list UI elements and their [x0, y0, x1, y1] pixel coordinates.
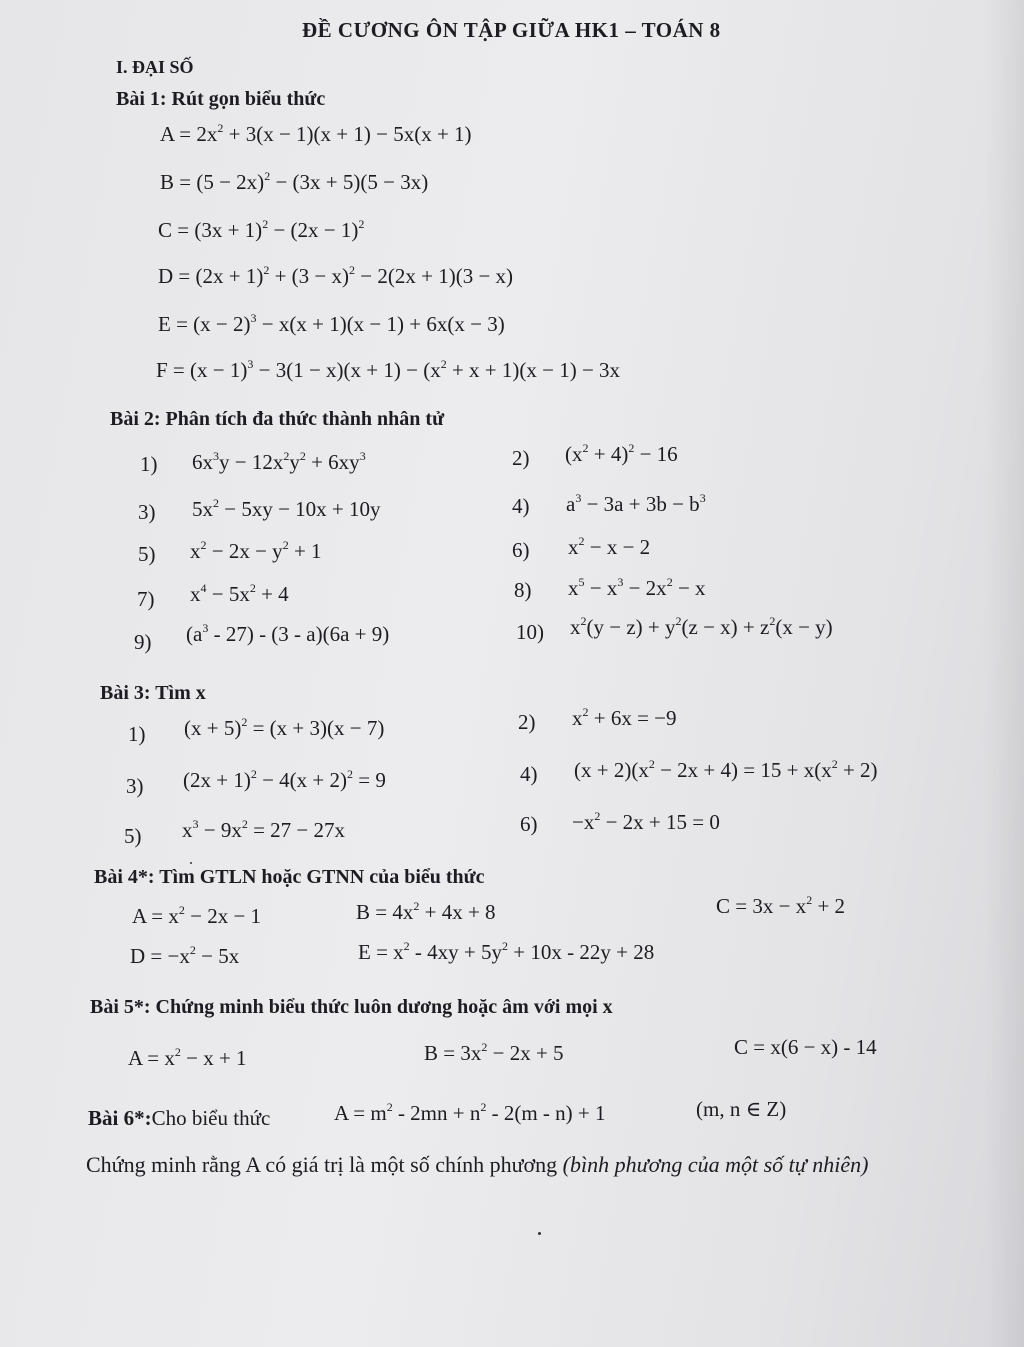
exercise-2-item	[570, 615, 833, 640]
math-text: + 6xy	[305, 450, 360, 474]
exponent: 2	[675, 614, 682, 628]
exercise-1-expr-e	[158, 312, 505, 337]
exponent: 3	[213, 449, 219, 463]
exponent: 2	[580, 614, 587, 628]
exercise-6-statement	[86, 1152, 869, 1178]
math-text: x	[190, 582, 201, 606]
math-text: B = (5 − 2x)	[160, 170, 265, 194]
exercise-6-label: Bài 6*:	[88, 1106, 152, 1130]
exponent: 2	[282, 538, 289, 552]
math-text: (x + 5)	[184, 716, 242, 740]
exponent: 2	[250, 767, 257, 781]
exponent: 2	[502, 939, 509, 953]
exercise-6-heading	[88, 1106, 270, 1131]
exponent: 2	[831, 757, 838, 771]
exercise-4-heading: Bài 4*: Tìm GTLN hoặc GTNN của biểu thức	[94, 866, 485, 888]
math-text: − 5x	[206, 582, 250, 606]
exponent: 2	[769, 614, 776, 628]
math-text: (x	[565, 442, 583, 466]
paper-speck	[190, 862, 192, 864]
math-text: y	[289, 450, 300, 474]
exponent: 2	[178, 903, 185, 917]
math-text: −x	[572, 810, 595, 834]
exercise-2-number: 5)	[138, 542, 156, 566]
math-text: - 2mn + n	[392, 1101, 481, 1125]
exercise-3-item	[182, 818, 345, 843]
exercise-6-label-rest: Cho biểu thức	[151, 1106, 271, 1130]
exercise-4-expr-c	[716, 894, 845, 919]
exponent: 2	[213, 496, 219, 510]
exercise-1-heading: Bài 1: Rút gọn biểu thức	[116, 88, 326, 110]
math-text: = 27 − 27x	[247, 818, 346, 842]
exponent: 2	[263, 263, 270, 277]
math-text: − 9x	[198, 818, 242, 842]
math-text: F = (x − 1)	[156, 358, 248, 382]
exercise-1-expr-c	[158, 218, 364, 243]
exponent: 2	[189, 943, 196, 957]
exponent: 3	[575, 491, 582, 505]
exponent: 3	[250, 311, 257, 325]
exponent: 3	[247, 357, 254, 371]
math-text: x	[190, 539, 201, 563]
math-text: − 2x − 1	[184, 904, 262, 928]
exponent: 4	[200, 581, 207, 595]
exercise-4-expr-a	[132, 904, 261, 929]
math-text: x	[568, 535, 579, 559]
exercise-3-item	[574, 758, 878, 783]
exponent: 3	[359, 449, 366, 463]
exercise-6-statement-note: (bình phương của một số tự nhiên)	[562, 1152, 869, 1177]
exponent: 2	[440, 357, 447, 371]
math-text: + 2)	[837, 758, 878, 782]
exercise-3-number: 5)	[124, 824, 142, 848]
math-text: E = x	[358, 940, 404, 964]
exponent: 2	[582, 441, 589, 455]
math-text: + x + 1)(x − 1) − 3x	[446, 358, 621, 382]
exercise-4-expr-b	[356, 900, 496, 925]
exponent: 2	[217, 121, 224, 135]
exponent: 2	[200, 538, 207, 552]
math-text: D = (2x + 1)	[158, 264, 264, 288]
math-text: − (3x + 5)(5 − 3x)	[270, 170, 429, 194]
math-text: (a	[186, 622, 203, 646]
exercise-5-heading: Bài 5*: Chứng minh biểu thức luôn dương hoặc âm với mọi x	[90, 996, 613, 1018]
exercise-2-number: 6)	[512, 538, 530, 562]
math-text: − 2x	[623, 576, 667, 600]
exponent: 2	[174, 1045, 181, 1059]
exponent: 2	[582, 705, 589, 719]
math-text: B = 3x	[424, 1041, 482, 1065]
exponent: 2	[358, 217, 365, 231]
math-text: − x − 2	[584, 535, 651, 559]
math-text: A = m	[334, 1101, 387, 1125]
math-text: a	[566, 492, 576, 516]
math-text: − 5x	[195, 944, 240, 968]
math-text: − 2x − y	[206, 539, 283, 563]
math-text: C = 3x − x	[716, 894, 807, 918]
math-text: x	[182, 818, 193, 842]
exponent: 3	[192, 817, 199, 831]
math-text: x	[572, 706, 583, 730]
math-text: − 3a + 3b − b	[581, 492, 700, 516]
math-text: (x + 2)(x	[574, 758, 649, 782]
math-text: − 5xy − 10x + 10y	[219, 497, 381, 521]
exercise-2-number: 2)	[512, 446, 530, 470]
exponent: 3	[699, 491, 706, 505]
exponent: 2	[241, 817, 248, 831]
exercise-3-heading: Bài 3: Tìm x	[100, 682, 206, 704]
math-text: − x + 1	[180, 1046, 247, 1070]
math-text: − 4(x + 2)	[256, 768, 348, 792]
exponent: 2	[264, 169, 271, 183]
exponent: 2	[283, 449, 290, 463]
exercise-3-number: 2)	[518, 710, 536, 734]
exercise-4-expr-e	[358, 940, 654, 965]
math-text: (x − y)	[775, 615, 833, 639]
exponent: 2	[241, 715, 248, 729]
math-text: − 3(1 − x)(x + 1) − (x	[253, 358, 441, 382]
math-text: x	[568, 576, 579, 600]
math-text: + 6x = −9	[588, 706, 677, 730]
math-text: − 16	[634, 442, 678, 466]
math-text: − 2x + 5	[487, 1041, 564, 1065]
exponent: 2	[403, 939, 410, 953]
math-text: D = −x	[130, 944, 190, 968]
exercise-4-expr-d	[130, 944, 239, 969]
exercise-5-expr-b	[424, 1041, 564, 1066]
exponent: 2	[480, 1100, 487, 1114]
math-text: + 3(x − 1)(x + 1) − 5x(x + 1)	[223, 122, 472, 146]
math-text: + 4	[255, 582, 289, 606]
math-text: A = x	[132, 904, 179, 928]
exercise-5-expr-c	[734, 1035, 877, 1060]
math-text: A = 2x	[160, 122, 218, 146]
exercise-1-expr-b	[160, 170, 428, 195]
exercise-2-number: 4)	[512, 494, 530, 518]
exercise-1-expr-a	[160, 122, 472, 147]
math-text: 5x	[192, 497, 213, 521]
math-text: − (2x − 1)	[268, 218, 359, 242]
exercise-2-item	[192, 450, 366, 475]
paper-speck	[538, 1232, 541, 1235]
exercise-2-number: 10)	[516, 620, 544, 644]
exercise-6-condition: (m, n ∈ Z)	[696, 1097, 787, 1121]
exercise-2-number: 9)	[134, 630, 152, 654]
exercise-1-expr-d	[158, 264, 513, 289]
math-text: + (3 − x)	[269, 264, 350, 288]
exponent: 2	[386, 1100, 393, 1114]
exercise-2-item	[568, 576, 706, 601]
exponent: 2	[481, 1040, 488, 1054]
exercise-1-expr-f	[156, 358, 620, 383]
exponent: 5	[578, 575, 585, 589]
exercise-2-item	[566, 492, 706, 517]
exponent: 3	[617, 575, 624, 589]
exponent: 2	[594, 809, 601, 823]
exponent: 2	[578, 534, 585, 548]
math-text: + 2	[812, 894, 846, 918]
exponent: 2	[349, 263, 356, 277]
exercise-3-item	[572, 706, 677, 731]
math-text: (z − x) + z	[681, 615, 770, 639]
math-text: − x(x + 1)(x − 1) + 6x(x − 3)	[256, 312, 505, 336]
exercise-2-heading: Bài 2: Phân tích đa thức thành nhân tử	[110, 408, 445, 430]
math-text: y − 12x	[219, 450, 284, 474]
exponent: 2	[628, 441, 635, 455]
exercise-2-item	[190, 539, 322, 564]
exercise-3-item	[184, 716, 384, 741]
math-text: − x	[672, 576, 706, 600]
math-text: + 4)	[588, 442, 629, 466]
exercise-2-number: 1)	[140, 452, 158, 476]
exponent: 2	[249, 581, 256, 595]
math-text: - 27) - (3 - a)(6a + 9)	[208, 622, 390, 646]
exponent: 3	[202, 621, 209, 635]
exercise-3-number: 1)	[128, 722, 146, 746]
exponent: 2	[413, 899, 420, 913]
exercise-3-item	[572, 810, 720, 835]
exponent: 2	[262, 217, 269, 231]
exponent: 2	[666, 575, 673, 589]
math-text: E = (x − 2)	[158, 312, 251, 336]
exercise-2-number: 3)	[138, 500, 156, 524]
math-text: − 2x + 15 = 0	[600, 810, 720, 834]
math-text: − x	[584, 576, 618, 600]
exponent: 2	[648, 757, 655, 771]
math-text: x	[570, 615, 581, 639]
exercise-2-item	[568, 535, 650, 560]
math-text: − 2x + 4) = 15 + x(x	[654, 758, 832, 782]
math-text: B = 4x	[356, 900, 414, 924]
exponent: 2	[299, 449, 306, 463]
exercise-2-item	[565, 442, 678, 467]
exercise-3-item	[183, 768, 386, 793]
exponent: 2	[806, 893, 813, 907]
exercise-6-expr	[334, 1101, 606, 1126]
math-text: = 9	[353, 768, 386, 792]
math-text: (2x + 1)	[183, 768, 251, 792]
exponent: 2	[347, 767, 354, 781]
page-title: ĐỀ CƯƠNG ÔN TẬP GIỮA HK1 – TOÁN 8	[302, 18, 721, 42]
exercise-2-item	[190, 582, 289, 607]
math-text: (y − z) + y	[586, 615, 676, 639]
exercise-3-number: 3)	[126, 774, 144, 798]
math-text: C = x(6 − x) - 14	[734, 1035, 877, 1059]
math-text: − 2(2x + 1)(3 − x)	[355, 264, 514, 288]
exercise-3-number: 6)	[520, 812, 538, 836]
exercise-5-expr-a	[128, 1046, 247, 1071]
math-text: - 2(m - n) + 1	[486, 1101, 606, 1125]
math-text: C = (3x + 1)	[158, 218, 263, 242]
math-text: 6x	[192, 450, 213, 474]
section-algebra-heading: I. ĐẠI SỐ	[116, 57, 194, 77]
math-text: A = x	[128, 1046, 175, 1070]
math-text: - 4xy + 5y	[409, 940, 503, 964]
math-text: + 1	[288, 539, 322, 563]
math-text: + 10x - 22y + 28	[508, 940, 655, 964]
exercise-6-statement-main: Chứng minh rằng A có giá trị là một số chính phương	[86, 1152, 558, 1177]
math-text: + 4x + 8	[419, 900, 496, 924]
exercise-2-item	[186, 622, 389, 647]
page-edge-shadow	[984, 0, 1024, 1347]
exercise-2-item	[192, 497, 381, 522]
math-text: = (x + 3)(x − 7)	[247, 716, 385, 740]
exercise-2-number: 7)	[137, 587, 155, 611]
exercise-3-number: 4)	[520, 762, 538, 786]
exercise-2-number: 8)	[514, 578, 532, 602]
